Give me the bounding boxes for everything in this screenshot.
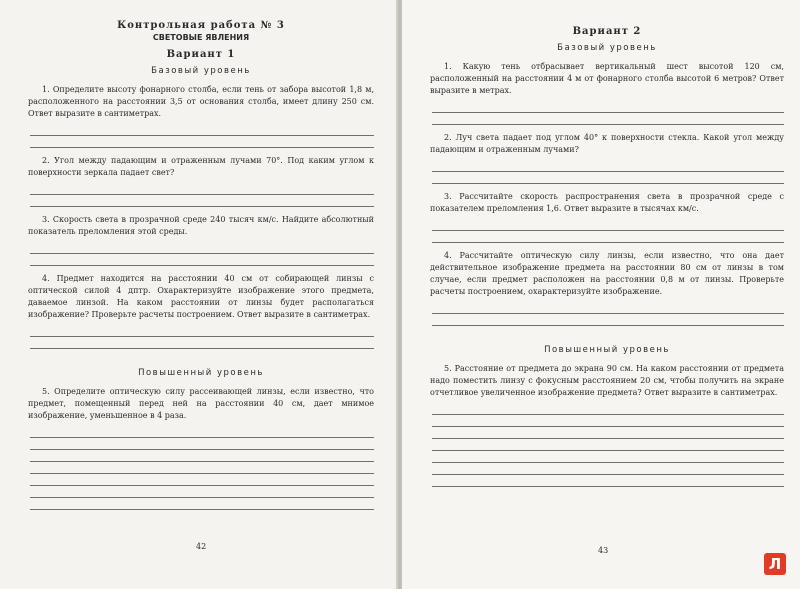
answer-line [432,231,784,243]
answer-line [30,325,374,337]
answer-line [30,486,374,498]
answer-line [432,439,784,451]
answer-line [432,302,784,314]
task-3: 3. Скорость света в прозрачной среде 240 тысяч км/с. Найдите абсолютный показатель преломления этой среды. [28,215,374,236]
answer-line [30,450,374,462]
answer-line [432,463,784,475]
answer-line [30,124,374,136]
basic-level-heading: Базовый уровень [151,66,251,76]
answer-line [30,195,374,207]
answer-line [30,498,374,510]
answer-line [30,254,374,266]
answer-line [30,462,374,474]
answer-lines [430,219,784,243]
task-3: 3. Рассчитайте скорость распространения света в прозрачной среде с показателем преломления 1,6. Ответ выразите в тысячах км/с. [430,192,784,213]
advanced-level-heading: Повышенный уровень [544,345,670,355]
answer-lines [430,403,784,487]
answer-line [432,475,784,487]
answer-lines [28,325,374,349]
answer-lines [28,124,374,148]
task-4: 4. Рассчитайте оптическую силу линзы, если известно, что она дает действительное изображение предмета на расстоянии 80 см от линзы в том случае, если предмет расположен на расстоянии 0,8 м от линзы. Проверьте расчеты построением, охарактеризуйте изображение. [430,251,784,296]
answer-line [432,101,784,113]
answer-lines [28,242,374,266]
publisher-logo-icon: Л [764,553,786,575]
answer-line [432,219,784,231]
task-5: 5. Расстояние от предмета до экрана 90 см. На каком расстоянии от предмета надо поместить линзу с фокусным расстоянием 20 см, чтобы получить на экране отчетливое увеличенное изображение предмета? Ответ выразите в сантиметрах. [430,364,784,397]
test-title: Контрольная работа № 3 [117,20,285,31]
page-number-left: 42 [196,542,207,551]
answer-line [30,474,374,486]
task-1: 1. Какую тень отбрасывает вертикальный шест высотой 120 см, расположенный на расстоянии 4 м от фонарного столба высотой 6 метров? Ответ выразите в метрах. [430,62,784,95]
answer-lines [430,302,784,326]
left-page [0,0,398,589]
answer-line [30,438,374,450]
task-2: 2. Луч света падает под углом 40° к поверхности стекла. Какой угол между падающим и отраженным лучами? [430,133,784,154]
answer-lines [430,160,784,184]
right-page [402,0,800,589]
answer-line [432,314,784,326]
answer-line [432,451,784,463]
task-2: 2. Угол между падающим и отраженным лучами 70°. Под каким углом к поверхности зеркала падает свет? [28,156,374,177]
answer-lines [28,183,374,207]
answer-line [30,136,374,148]
answer-line [30,337,374,349]
advanced-level-heading: Повышенный уровень [138,368,264,378]
answer-line [30,242,374,254]
test-subtitle: СВЕТОВЫЕ ЯВЛЕНИЯ [152,33,250,42]
variant-1-heading: Вариант 1 [166,49,236,60]
answer-lines [28,426,374,510]
answer-line [432,160,784,172]
page-number-right: 43 [598,546,609,555]
answer-line [432,415,784,427]
variant-2-heading: Вариант 2 [572,26,642,37]
answer-line [432,403,784,415]
answer-line [432,172,784,184]
answer-lines [430,101,784,125]
answer-line [30,183,374,195]
task-1: 1. Определите высоту фонарного столба, если тень от забора высотой 1,8 м, расположенного на расстоянии 3,5 от основания столба, имеет длину 250 см. Ответ выразите в сантиметрах. [28,85,374,118]
task-4: 4. Предмет находится на расстоянии 40 см от собирающей линзы с оптической силой 4 дптр. Охарактеризуйте изображение этого предмета, даваемое линзой. На каком расстоянии от линзы будет располагаться изображение? Проверьте расчеты построением. Ответ выразите в сантиметрах. [28,274,374,319]
answer-line [432,427,784,439]
basic-level-heading: Базовый уровень [557,43,657,53]
answer-line [432,113,784,125]
answer-line [30,426,374,438]
task-5: 5. Определите оптическую силу рассеивающей линзы, если известно, что предмет, помещенный перед ней на расстоянии 40 см, дает мнимое изображение, уменьшенное в 4 раза. [28,387,374,420]
